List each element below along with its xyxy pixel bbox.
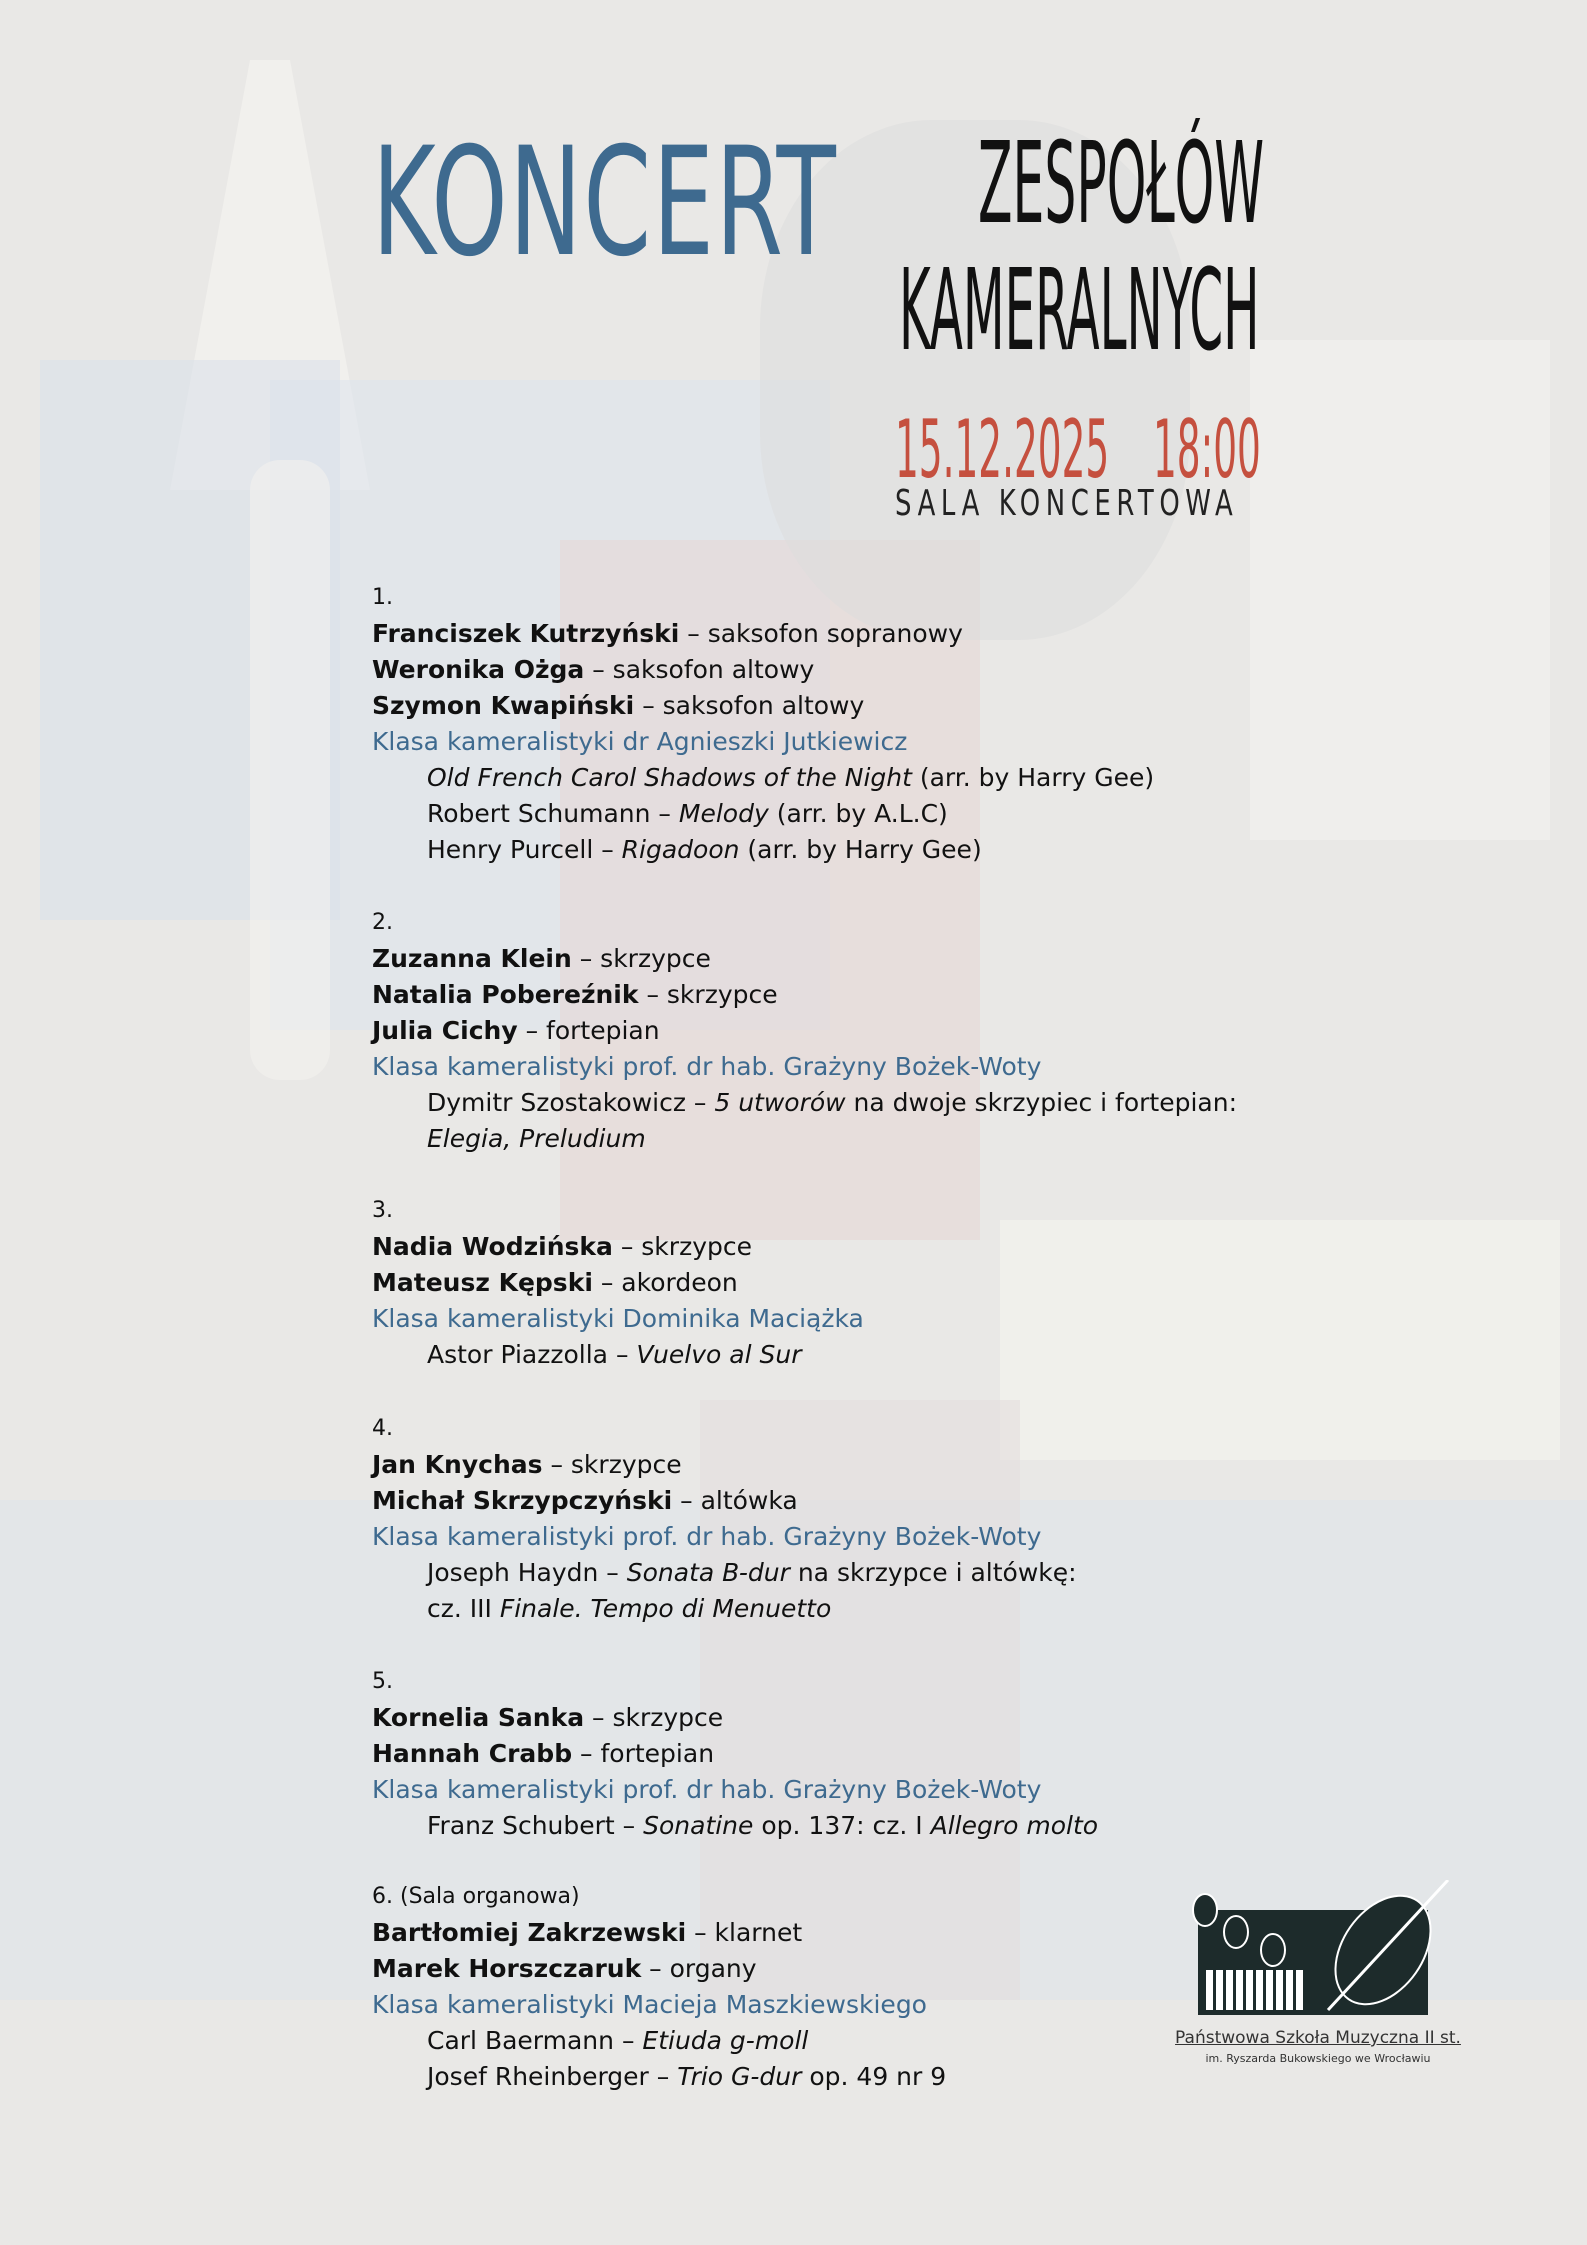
performer-instrument: – saksofon altowy xyxy=(634,691,865,720)
performer-instrument: – skrzypce xyxy=(571,944,711,973)
concert-time: 18:00 xyxy=(1153,403,1261,496)
work-line xyxy=(372,2059,946,2095)
school-subtitle: im. Ryszarda Bukowskiego we Wrocławiu xyxy=(1205,2052,1431,2065)
teacher-class: Klasa kameralistyki dr Agnieszki Jutkiewicz xyxy=(372,727,908,756)
work-text: Old French Carol Shadows of the Night xyxy=(427,763,912,792)
performer xyxy=(372,616,1154,652)
performer-instrument: – skrzypce xyxy=(638,980,778,1009)
work-text: Vuelvo al Sur xyxy=(636,1340,802,1369)
performer-name: Weronika Ożga xyxy=(372,655,585,684)
program-item xyxy=(372,1411,1077,1627)
work-text: op. 137: cz. I xyxy=(753,1811,931,1840)
work-text: Robert Schumann – xyxy=(427,799,679,828)
performer xyxy=(372,1013,1237,1049)
performer-instrument: – altówka xyxy=(672,1486,798,1515)
program-item xyxy=(372,1879,946,2095)
work-text: cz. III xyxy=(427,1594,500,1623)
work-text: (arr. by A.L.C) xyxy=(768,799,948,828)
performer xyxy=(372,652,1154,688)
work-text: Elegia, Preludium xyxy=(427,1124,646,1153)
performer xyxy=(372,1229,864,1265)
performer xyxy=(372,941,1237,977)
teacher-class: Klasa kameralistyki prof. dr hab. Grażyny Bożek-Woty xyxy=(372,1052,1042,1081)
performer-instrument: – klarnet xyxy=(686,1918,803,1947)
work-line xyxy=(372,1337,864,1373)
work-text: Rigadoon xyxy=(621,835,740,864)
performer-name: Mateusz Kępski xyxy=(372,1268,593,1297)
work-text: Astor Piazzolla – xyxy=(427,1340,637,1369)
work-line xyxy=(372,760,1154,796)
teacher-class: Klasa kameralistyki prof. dr hab. Grażyny Bożek-Woty xyxy=(372,1775,1042,1804)
program-item xyxy=(372,1664,1098,1844)
title-zespolow: ZESPOŁÓW xyxy=(978,119,1265,249)
performer-instrument: – fortepian xyxy=(517,1016,660,1045)
performer-name: Kornelia Sanka xyxy=(372,1703,585,1732)
performer-name: Michał Skrzypczyński xyxy=(372,1486,673,1515)
performer-name: Zuzanna Klein xyxy=(372,944,572,973)
item-number: 5. xyxy=(372,1669,393,1694)
item-number: 1. xyxy=(372,585,393,610)
work-text: Sonatine xyxy=(643,1811,754,1840)
work-text: op. 49 nr 9 xyxy=(801,2062,947,2091)
work-text: Etiuda g-moll xyxy=(642,2026,809,2055)
work-text: na skrzypce i altówkę: xyxy=(789,1558,1077,1587)
work-line xyxy=(372,2023,946,2059)
performer xyxy=(372,1483,1077,1519)
work-text: Josef Rheinberger – xyxy=(427,2062,678,2091)
performer xyxy=(372,1915,946,1951)
performer xyxy=(372,688,1154,724)
title-kameralnych: KAMERALNYCH xyxy=(899,246,1260,376)
school-logo-icon xyxy=(1168,1880,1468,2020)
work-line xyxy=(372,1591,1077,1627)
performer-name: Jan Knychas xyxy=(372,1450,543,1479)
performer-name: Julia Cichy xyxy=(372,1016,518,1045)
performer xyxy=(372,1265,864,1301)
performer-instrument: – saksofon sopranowy xyxy=(679,619,963,648)
work-text: Trio G-dur xyxy=(677,2062,802,2091)
teacher-class: Klasa kameralistyki Macieja Maszkiewskiego xyxy=(372,1990,927,2019)
item-number: 3. xyxy=(372,1198,393,1223)
performer-name: Marek Horszczaruk xyxy=(372,1954,642,1983)
work-text: Franz Schubert – xyxy=(427,1811,644,1840)
work-line xyxy=(372,1808,1098,1844)
work-text: Allegro molto xyxy=(930,1811,1099,1840)
title-koncert: KONCERT xyxy=(372,116,838,290)
performer xyxy=(372,1951,946,1987)
work-text: 5 utworów xyxy=(714,1088,846,1117)
work-line xyxy=(372,832,1154,868)
performer xyxy=(372,1447,1077,1483)
work-text: Melody xyxy=(678,799,769,828)
performer-name: Franciszek Kutrzyński xyxy=(372,619,680,648)
performer-instrument: – skrzypce xyxy=(542,1450,682,1479)
performer-instrument: – fortepian xyxy=(572,1739,715,1768)
school-name: Państwowa Szkoła Muzyczna II st. xyxy=(1175,2028,1461,2048)
work-text: (arr. by Harry Gee) xyxy=(739,835,982,864)
work-text: (arr. by Harry Gee) xyxy=(911,763,1155,792)
performer xyxy=(372,1700,1098,1736)
concert-date: 15.12.2025 xyxy=(895,403,1110,496)
work-text: Joseph Haydn – xyxy=(427,1558,627,1587)
item-number: 2. xyxy=(372,910,393,935)
work-text: Carl Baermann – xyxy=(427,2026,643,2055)
performer-name: Bartłomiej Zakrzewski xyxy=(372,1918,687,1947)
work-text: Sonata B-dur xyxy=(626,1558,790,1587)
teacher-class: Klasa kameralistyki Dominika Maciążka xyxy=(372,1304,864,1333)
work-line xyxy=(372,1121,1237,1157)
performer-name: Nadia Wodzińska xyxy=(372,1232,613,1261)
performer-instrument: – akordeon xyxy=(592,1268,738,1297)
teacher-class: Klasa kameralistyki prof. dr hab. Grażyny Bożek-Woty xyxy=(372,1522,1042,1551)
performer-name: Szymon Kwapiński xyxy=(372,691,635,720)
program-item xyxy=(372,580,1154,868)
work-line xyxy=(372,1555,1077,1591)
work-text: Finale. Tempo di Menuetto xyxy=(499,1594,832,1623)
performer xyxy=(372,1736,1098,1772)
work-text: Dymitr Szostakowicz – xyxy=(427,1088,715,1117)
item-number: 4. xyxy=(372,1416,393,1441)
performer xyxy=(372,977,1237,1013)
performer-instrument: – organy xyxy=(641,1954,757,1983)
performer-instrument: – saksofon altowy xyxy=(584,655,815,684)
performer-instrument: – skrzypce xyxy=(612,1232,752,1261)
work-text: Henry Purcell – xyxy=(427,835,622,864)
performer-name: Natalia Pobereźnik xyxy=(372,980,639,1009)
program-item xyxy=(372,905,1237,1157)
performer-name: Hannah Crabb xyxy=(372,1739,573,1768)
performer-instrument: – skrzypce xyxy=(584,1703,724,1732)
school-logo xyxy=(1168,1880,1468,2065)
program-item xyxy=(372,1193,864,1373)
work-line xyxy=(372,796,1154,832)
item-number: 6. (Sala organowa) xyxy=(372,1884,580,1909)
work-line xyxy=(372,1085,1237,1121)
concert-venue: SALA KONCERTOWA xyxy=(895,483,1239,524)
work-text: na dwoje skrzypiec i fortepian: xyxy=(845,1088,1237,1117)
